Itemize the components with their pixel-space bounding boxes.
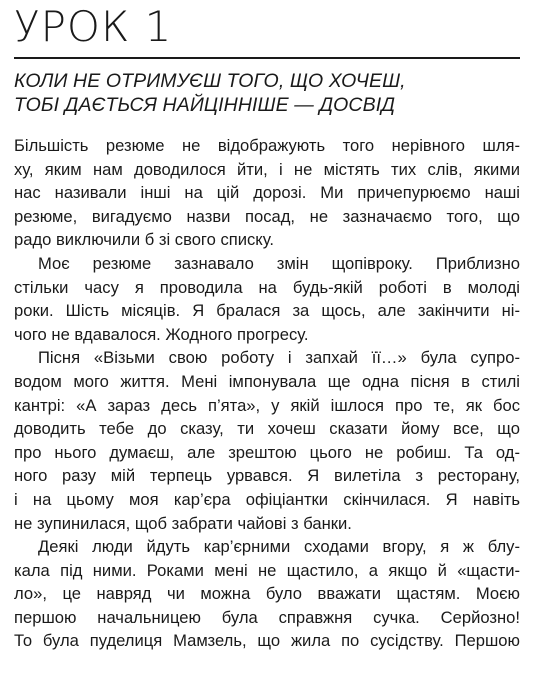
text-line: ло», це навряд чи можна було вважати щастям. Моєю [14,584,520,604]
text-line: першою начальницею була справжня сучка. Серйозно! [14,607,520,627]
text-line: Більшість резюме не відображують того нерівного шля- [14,136,520,155]
text-line: кала під ними. Роками мені не щастило, а якщо й «щасти- [14,560,520,580]
text-line: ного разу мій терпець урвався. Я вилетіла з ресторану, [14,466,520,486]
text-line: То була пуделиця Мамзель, що жила по сусідству. Першою [14,631,520,651]
text-line: доводить тебе до сказу, ти хочеш сказати йому все, що [14,419,520,439]
title-divider [14,57,520,59]
text-line: стільки часу я проводила на будь-якій роботі в молоді [14,277,520,297]
subtitle-line: ТОБІ ДАЄТЬСЯ НАЙЦІННІШЕ — ДОСВІД [14,94,396,116]
paragraph [14,535,520,653]
book-page [14,0,520,700]
lesson-title: УРОК 1 [14,2,173,51]
text-line: роки. Шість місяців. Я бралася за щось, але закінчити ні- [14,301,520,321]
text-line: Пісня «Візьми свою роботу і запхай її…» була супро- [38,348,520,368]
text-line: радо виключили б зі свого списку. [14,230,274,250]
text-line: про нього думаєш, але зрештою цього не робиш. Та од- [14,442,520,462]
paragraph [14,252,520,346]
text-line: не зупинилася, щоб забрати чайові з банки. [14,513,352,533]
text-line: нас називали інші на цій дорозі. Ми причепурюємо наші [14,183,520,203]
lesson-subtitle [14,69,520,117]
text-line: Моє резюме зазнавало змін щопівроку. Приблизно [38,253,520,273]
text-line: водом мого життя. Мені імпонувала ще одна пісня в стилі [14,371,520,391]
text-line: Деякі люди йдуть кар’єрними сходами вгору, я ж блу- [38,537,520,557]
text-line: ху, яким нам доводилося йти, і не містять тих слів, якими [14,159,520,179]
text-line: кантрі: «А зараз десь п’ята», у якій ішлося про те, як бос [14,395,520,415]
text-line: і на цьому моя кар’єра офіціантки скінчилася. Я навіть [14,489,520,509]
body-text [14,134,520,653]
subtitle-line: КОЛИ НЕ ОТРИМУЄШ ТОГО, ЩО ХОЧЕШ, [14,70,406,92]
text-line: чого не вдавалося. Жодного прогресу. [14,324,309,344]
text-line: резюме, вигадуємо назви посад, не зазначаємо того, що [14,206,520,226]
paragraph [14,134,520,252]
paragraph [14,346,520,535]
